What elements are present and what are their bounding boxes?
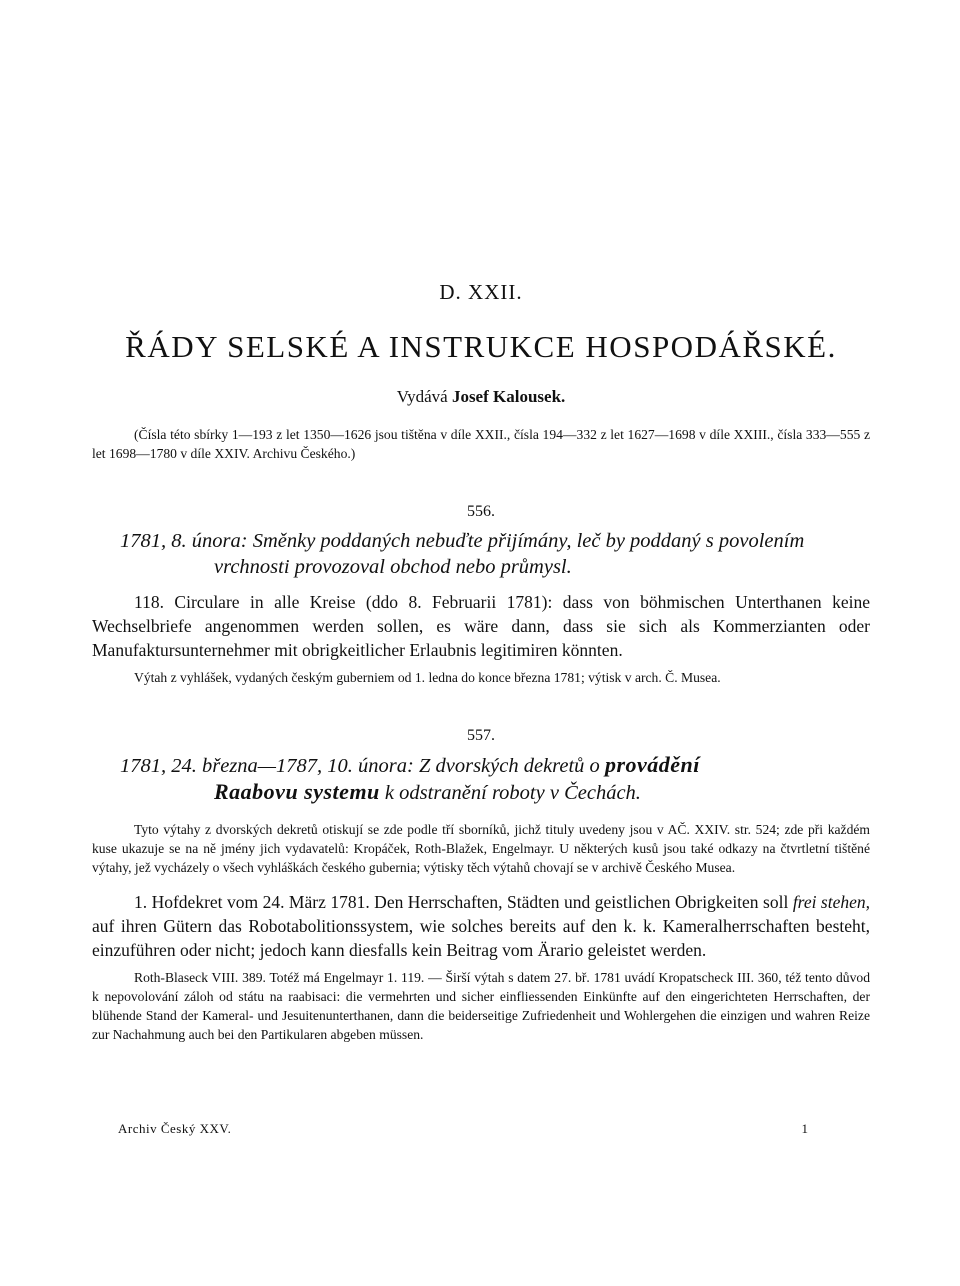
section-id: D. XXII. [439,280,523,304]
document-title-556-line1: Směnky poddaných nebuďte přijímány, leč by poddaný s povolením [252,530,805,552]
scope-note: (Čísla této sbírky 1—193 z let 1350—1626 jsou tištěna v díle XXII., čísla 194—332 z let 1627—1698 v díle XXIII., čísla 333—555 z let 1698—1780 v díle XXIV. Archivu Českého.) [92,427,870,461]
document-title-557-line2 [92,779,870,806]
editor-line [92,387,870,407]
document-title-557-part1: Z dvorských dekretů o [418,755,600,777]
document-title-557-bold2: Raabovu systemu [214,779,380,804]
document-heading-557 [92,752,870,806]
editor-prefix: Vydává [396,387,448,406]
document-intro-note-557: Tyto výtahy z dvorských dekretů otiskují se zde podle tří sborníků, jichž tituly uvedeny jsou v AČ. XXIV. str. 524; zde při každém kuse ukazuje se na ně jmény jich vydavatelů: Kropáček, Roth-Blažek, Engelmayr. U některých kusů jsou také odkazy na čtvrtletní tištěné výtahy, jež vycházely o všech vyhláškách českého gubernia; výtisky těch výtahů chovají se v archivě Českého Musea. [92,821,870,875]
item-1-tail: auf ihren Gütern das Robotabolitionssystem, wie solches bereits auf den k. k. Kameralherrschaften besteht, einzuführen oder nicht; jedoch kann diesfalls kein Beitrag vom Ärario geleistet werden. [92,916,870,961]
document-title-556-line2: vrchnosti provozoval obchod nebo průmysl. [214,556,572,578]
document-source-556: Výtah z vyhlášek, vydaných českým guberniem od 1. ledna do konce března 1781; výtisk v arch. Č. Musea. [134,670,721,685]
main-title: ŘÁDY SELSKÉ A INSTRUKCE HOSPODÁŘSKÉ. [125,329,837,364]
document-item-557-1-source: Roth-Blaseck VIII. 389. Totéž má Engelmayr 1. 119. — Širší výtah s datem 27. bř. 1781 uvádí Kropatscheck III. 360, též tento důvod k nepovolování záloh od státu na raabisaci: die vermehrten und sicher einfliessenden Einkünfte auf den eingerichteten Herrschaften, der blühende Stand der Kameral- und Jesuitenunterthanen, dann die beiderseitige Zufriedenheit und Wohlergehen die einzigen und wahren Reize zur Nachahmung auch bei den Partikularen abgeben müssen. [92,970,870,1043]
editor-name: Josef Kalousek. [451,387,566,406]
document-date-557: 1781, 24. března—1787, 10. února: [120,755,414,777]
document-date-556: 1781, 8. února: [120,530,248,552]
document-title-557-bold1: provádění [604,752,700,777]
footer-publication: Archiv Český XXV. [118,1121,232,1136]
page-number: 1 [801,1121,808,1136]
document-title-557-part2: k odstranění roboty v Čechách. [384,782,641,804]
document-number-557: 557. [467,727,495,744]
page-content [92,280,870,1044]
document-number-556: 556. [467,503,495,520]
document-body-556: 118. Circulare in alle Kreise (ddo 8. Februarii 1781): dass von böhmischen Unterthanen keine Wechselbriefe angenommen werden sollen, es wäre dann, dass sie sich als Kommerzianten oder Manufaktursunternehmer mit obrigkeitlicher Erlaubnis legitimiren könnten. [92,592,870,660]
item-1-lead: 1. Hofdekret vom 24. März 1781. Den Herrschaften, Städten und geistlichen Obrigkeiten soll [134,892,789,913]
document-heading-556 [92,528,870,580]
document-item-557-1 [92,890,870,962]
item-1-emphasis: frei stehen, [792,892,871,913]
